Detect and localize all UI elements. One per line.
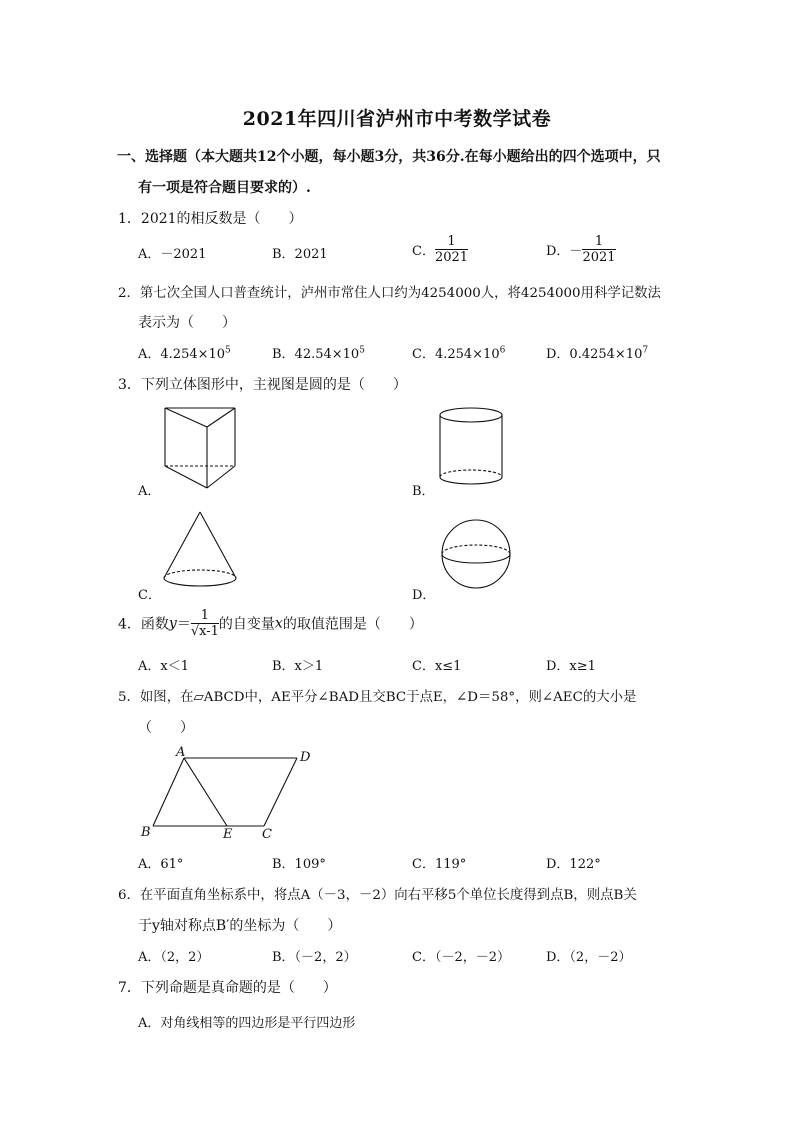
q4-equals: ＝ — [176, 616, 191, 633]
q3-option-c: C． — [138, 588, 161, 603]
q4-option-c: C．x≤1 — [412, 659, 462, 674]
question-6-line2: 于y轴对称点B′的坐标为（ ） — [138, 918, 342, 934]
q4-option-a: A．x＜1 — [138, 659, 189, 674]
page-title: 2021年四川省泸州市中考数学试卷 — [242, 108, 552, 130]
question-7-stem: 7．下列命题是真命题的是（ ） — [118, 980, 337, 996]
question-2-line1: 2．第七次全国人口普查统计，泸州市常住人口约为4254000人，将4254000用科学记数法 — [118, 286, 661, 301]
q3-option-b: B． — [412, 484, 435, 499]
q2-b-exponent: 5 — [359, 345, 365, 356]
q1-option-a: A．－2021 — [138, 247, 207, 262]
question-2-line2: 表示为（ ） — [138, 315, 236, 331]
q3-option-a: A． — [138, 484, 161, 499]
section-heading-line1: 一、选择题（本大题共12个小题，每小题3分，共36分.在每小题给出的四个选项中，只 — [117, 149, 661, 165]
q2-c-base: C．4.254×10 — [412, 347, 500, 362]
q1-option-b: B．2021 — [272, 247, 328, 262]
q6-option-b: B．（－2，2） — [272, 950, 357, 965]
q4-fraction — [191, 608, 219, 639]
q2-option-c — [412, 343, 505, 362]
q6-option-c: C．（－2，－2） — [412, 950, 510, 965]
q2-option-b — [272, 343, 365, 362]
sphere-figure — [440, 518, 512, 590]
q1-d-numerator: 1 — [582, 234, 615, 250]
q2-b-base: B．42.54×10 — [272, 347, 360, 362]
q1-option-d — [546, 234, 616, 265]
vertex-label-a: A — [176, 745, 186, 760]
section-heading-line2: 有一项是符合题目要求的）. — [138, 180, 311, 196]
q5-option-b: B．109° — [272, 857, 326, 872]
q2-d-exponent: 7 — [642, 345, 649, 356]
q6-option-d: D．（2，－2） — [546, 950, 632, 965]
q2-d-base: D．0.4254×10 — [546, 347, 643, 362]
vertex-label-d: D — [300, 750, 311, 765]
q4-var-x: x — [274, 615, 283, 632]
q1-option-d-label: D．－ — [546, 244, 583, 259]
q4-option-d: D．x≥1 — [546, 659, 596, 674]
parallelogram-figure — [140, 744, 325, 844]
q4-numerator: 1 — [191, 608, 219, 624]
q1-option-d-fraction — [582, 234, 615, 265]
q1-c-numerator: 1 — [435, 234, 468, 250]
cone-figure — [160, 510, 240, 592]
q1-option-c-fraction — [435, 234, 468, 265]
q5-option-d: D．122° — [546, 857, 601, 872]
q2-option-d — [546, 343, 648, 362]
q4-suffix2: 的取值范围是（ ） — [282, 616, 423, 633]
q4-option-b: B．x＞1 — [272, 659, 324, 674]
q4-function-var: y — [168, 615, 177, 632]
q5-option-a: A．61° — [138, 857, 184, 872]
question-5-line2: （ ） — [138, 720, 194, 736]
q2-a-exponent: 5 — [225, 345, 231, 356]
q4-radicand: x-1 — [199, 624, 219, 639]
q1-c-denominator: 2021 — [434, 250, 469, 265]
vertex-label-b: B — [141, 825, 151, 840]
q1-option-c — [412, 234, 468, 265]
q1-d-denominator: 2021 — [582, 250, 616, 265]
cylinder-figure — [438, 407, 508, 491]
q3-option-d: D． — [412, 588, 436, 603]
question-6-line1: 6．在平面直角坐标系中，将点A（－3，－2）向右平移5个单位长度得到点B，则点B关 — [118, 888, 637, 903]
question-5-line1: 5．如图，在▱ABCD中，AE平分∠BAD且交BC于点E，∠D＝58°，则∠AEC的大小是 — [118, 690, 637, 705]
q7-option-a: A．对角线相等的四边形是平行四边形 — [138, 1016, 356, 1031]
q2-c-exponent: 6 — [499, 345, 506, 356]
question-3-stem: 3．下列立体图形中，主视图是圆的是（ ） — [118, 377, 407, 393]
q2-option-a — [138, 343, 231, 362]
q5-option-c: C．119° — [412, 857, 467, 872]
question-1-stem: 1．2021的相反数是（ ） — [118, 211, 303, 227]
q6-option-a: A．（2，2） — [138, 950, 210, 965]
question-4-stem — [118, 608, 423, 639]
q2-a-base: A．4.254×10 — [138, 347, 226, 362]
q4-prefix: 4．函数 — [118, 616, 169, 633]
q4-denominator — [191, 624, 219, 639]
q4-suffix1: 的自变量 — [218, 616, 275, 633]
vertex-label-c: C — [262, 827, 272, 842]
q1-option-c-label: C． — [412, 244, 435, 259]
vertex-label-e: E — [223, 827, 233, 842]
radical-sign-icon: √ — [190, 624, 200, 639]
triangular-prism-figure — [160, 405, 240, 495]
